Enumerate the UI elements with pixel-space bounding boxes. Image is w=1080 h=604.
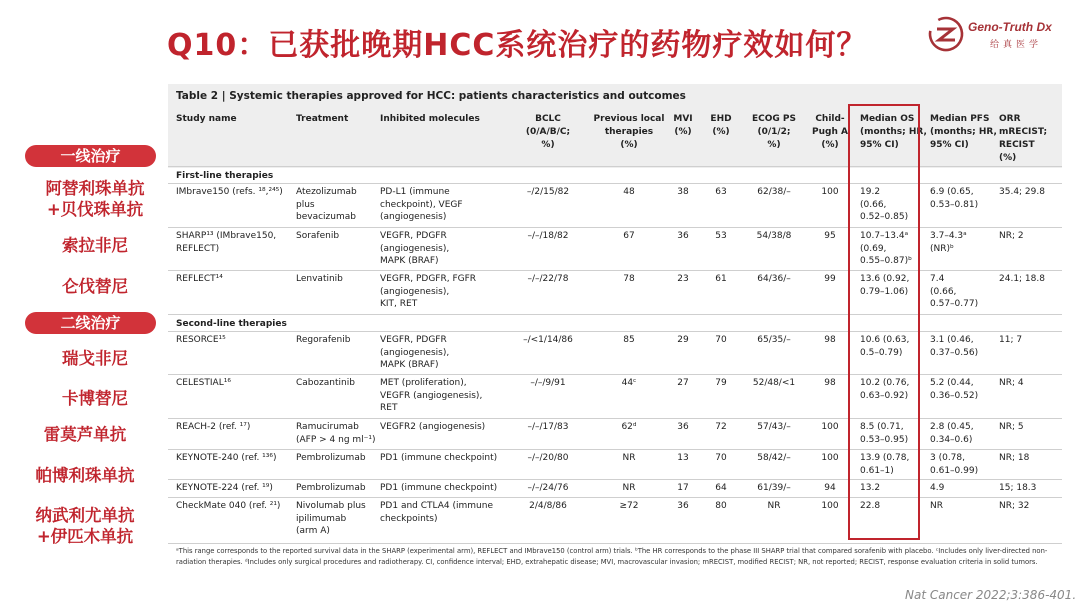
cell-bclc: –/–/17/83	[527, 422, 569, 432]
cell-ehd: 72	[715, 422, 727, 432]
cell-os: 13.2	[860, 483, 881, 493]
cell-treatment: Cabozantinib	[296, 378, 355, 388]
cell-os: 10.7–13.4ᵃ (0.69, 0.55–0.87)ᵇ	[860, 231, 912, 266]
cell-child: 98	[824, 378, 836, 388]
cell-child: 99	[824, 274, 836, 284]
drug-nivolumab-ipilimumab	[10, 505, 160, 547]
logo-icon	[926, 14, 966, 54]
cell-child: 100	[821, 187, 839, 197]
cell-molecules: PD-L1 (immune checkpoint), VEGF (angiogenesis)	[380, 187, 463, 222]
table-caption: Table 2 | Systemic therapies approved for HCC: patients characteristics and outcomes	[176, 90, 686, 102]
cell-bclc: –/–/22/78	[527, 274, 569, 284]
cell-os: 13.6 (0.92, 0.79–1.06)	[860, 274, 910, 297]
cell-study: REFLECT¹⁴	[176, 274, 223, 284]
cell-orr: NR; 18	[999, 453, 1030, 463]
drug-atezolizumab-bevacizumab	[20, 178, 170, 220]
cell-prev: NR	[622, 483, 636, 493]
cell-bclc: 2/4/8/86	[529, 501, 567, 511]
divider	[168, 314, 1062, 315]
cell-ecog: 62/38/–	[757, 187, 791, 197]
cell-treatment: Lenvatinib	[296, 274, 343, 284]
cell-prev: 78	[623, 274, 635, 284]
first-line-label: 一线治疗	[25, 145, 156, 167]
cell-prev: 67	[623, 231, 635, 241]
cell-mvi: 29	[677, 335, 689, 345]
cell-bclc: –/<1/14/86	[523, 335, 573, 345]
cell-molecules: PD1 (immune checkpoint)	[380, 483, 498, 493]
cell-ehd: 61	[715, 274, 727, 284]
cell-ecog: 52/48/<1	[752, 378, 796, 388]
divider	[168, 449, 1062, 450]
cell-study: CELESTIAL¹⁶	[176, 378, 231, 388]
cell-ehd: 79	[715, 378, 727, 388]
col-mvi: MVI (%)	[673, 114, 693, 137]
median-os-highlight-box	[848, 104, 920, 540]
divider	[168, 227, 1062, 228]
cell-ehd: 80	[715, 501, 727, 511]
cell-ecog: NR	[767, 501, 781, 511]
cell-treatment: Atezolizumab plus bevacizumab	[296, 187, 357, 222]
page-title: Q10：已获批晚期HCC系统治疗的药物疗效如何？	[167, 28, 868, 63]
cell-pfs: 4.9	[930, 483, 945, 493]
cell-child: 100	[821, 422, 839, 432]
cell-orr: NR; 5	[999, 422, 1024, 432]
logo-chinese-name: 给真医学	[990, 40, 1043, 50]
divider	[168, 166, 1062, 167]
cell-child: 94	[824, 483, 836, 493]
cell-treatment: Regorafenib	[296, 335, 351, 345]
cell-molecules: VEGFR, PDGFR (angiogenesis), MAPK (BRAF)	[380, 231, 450, 266]
cell-ecog: 64/36/–	[757, 274, 791, 284]
cell-ehd: 70	[715, 335, 727, 345]
divider	[168, 183, 1062, 184]
cell-prev: 44ᶜ	[621, 378, 637, 388]
cell-pfs: 6.9 (0.65, 0.53–0.81)	[930, 187, 979, 210]
cell-os: 22.8	[860, 501, 881, 511]
section-first-line: First-line therapies	[176, 171, 274, 181]
logo-name: Geno-Truth Dx	[968, 20, 1052, 34]
cell-study: SHARP¹³ (IMbrave150, REFLECT)	[176, 231, 277, 254]
divider	[168, 418, 1062, 419]
cell-mvi: 38	[677, 187, 689, 197]
section-second-line: Second-line therapies	[176, 319, 287, 329]
cell-treatment: Sorafenib	[296, 231, 340, 241]
cell-bclc: –/–/20/80	[527, 453, 569, 463]
cell-ecog: 61/39/–	[757, 483, 791, 493]
cell-study: RESORCE¹⁵	[176, 335, 226, 345]
cell-pfs: 7.4 (0.66, 0.57–0.77)	[930, 274, 979, 309]
cell-ecog: 54/38/8	[756, 231, 792, 241]
cell-os: 8.5 (0.71, 0.53–0.95)	[860, 422, 909, 445]
col-treatment: Treatment	[296, 114, 349, 124]
cell-mvi: 36	[677, 422, 689, 432]
col-child-pugh: Child- Pugh A (%)	[812, 114, 848, 150]
drug-lenvatinib: 仑伐替尼	[62, 277, 128, 296]
col-bclc: BCLC (0/A/B/C; %)	[525, 114, 571, 150]
cell-treatment: Ramucirumab (AFP > 4 ng ml⁻¹)	[296, 422, 376, 445]
cell-ecog: 57/43/–	[757, 422, 791, 432]
cell-ehd: 63	[715, 187, 727, 197]
cell-child: 95	[824, 231, 836, 241]
cell-child: 100	[821, 501, 839, 511]
cell-pfs: 2.8 (0.45, 0.34–0.6)	[930, 422, 974, 445]
cell-bclc: –/2/15/82	[526, 187, 570, 197]
drug-label: 阿替利珠单抗 +贝伐珠单抗	[45, 179, 145, 219]
col-molecules: Inhibited molecules	[380, 114, 480, 124]
cell-os: 10.2 (0.76, 0.63–0.92)	[860, 378, 910, 401]
cell-prev: 62ᵈ	[621, 422, 637, 432]
cell-os: 10.6 (0.63, 0.5–0.79)	[860, 335, 910, 358]
cell-mvi: 36	[677, 231, 689, 241]
col-median-pfs: Median PFS (months; HR, 95% CI)	[930, 114, 997, 150]
cell-bclc: –/–/18/82	[527, 231, 569, 241]
cell-orr: 35.4; 29.8	[999, 187, 1045, 197]
therapy-table	[168, 84, 1062, 574]
cell-orr: NR; 2	[999, 231, 1024, 241]
drug-label: 纳武利尤单抗 +伊匹木单抗	[35, 506, 135, 546]
col-ehd: EHD (%)	[710, 114, 732, 137]
cell-bclc: –/–/24/76	[527, 483, 569, 493]
cell-pfs: 5.2 (0.44, 0.36–0.52)	[930, 378, 979, 401]
cell-pfs: 3.1 (0.46, 0.37–0.56)	[930, 335, 979, 358]
drug-ramucirumab: 雷莫芦单抗	[43, 425, 127, 444]
cell-molecules: VEGFR, PDGFR, FGFR (angiogenesis), KIT, RET	[380, 274, 477, 309]
divider	[168, 331, 1062, 332]
col-ecog: ECOG PS (0/1/2; %)	[751, 114, 796, 150]
cell-molecules: PD1 (immune checkpoint)	[380, 453, 498, 463]
cell-child: 98	[824, 335, 836, 345]
drug-regorafenib: 瑞戈非尼	[62, 349, 128, 368]
cell-orr: 15; 18.3	[999, 483, 1037, 493]
cell-study: IMbrave150 (refs. ¹⁸,²⁴⁵)	[176, 187, 283, 197]
col-study: Study name	[176, 114, 237, 124]
cell-prev: 48	[623, 187, 635, 197]
cell-os: 13.9 (0.78, 0.61–1)	[860, 453, 910, 476]
cell-orr: 24.1; 18.8	[999, 274, 1045, 284]
cell-study: CheckMate 040 (ref. ²¹)	[176, 501, 281, 511]
cell-mvi: 17	[677, 483, 689, 493]
drug-pembrolizumab: 帕博利珠单抗	[35, 466, 135, 485]
citation: Nat Cancer 2022;3:386-401.	[905, 588, 1077, 602]
cell-ecog: 65/35/–	[757, 335, 791, 345]
cell-molecules: MET (proliferation), VEGFR (angiogenesis), RET	[380, 378, 483, 413]
cell-os: 19.2 (0.66, 0.52–0.85)	[860, 187, 909, 222]
cell-ecog: 58/42/–	[757, 453, 791, 463]
cell-study: REACH-2 (ref. ¹⁷)	[176, 422, 251, 432]
cell-ehd: 64	[715, 483, 727, 493]
drug-cabozantinib: 卡博替尼	[62, 389, 128, 408]
cell-orr: 11; 7	[999, 335, 1023, 345]
drug-sorafenib: 索拉非尼	[62, 236, 128, 255]
cell-prev: 85	[623, 335, 635, 345]
cell-pfs: NR	[930, 501, 943, 511]
divider	[168, 270, 1062, 271]
cell-treatment: Pembrolizumab	[296, 483, 366, 493]
cell-molecules: VEGFR, PDGFR (angiogenesis), MAPK (BRAF)	[380, 335, 450, 370]
col-median-os: Median OS (months; HR, 95% CI)	[860, 114, 927, 150]
cell-prev: NR	[622, 453, 636, 463]
cell-pfs: 3 (0.78, 0.61–0.99)	[930, 453, 979, 476]
cell-child: 100	[821, 453, 839, 463]
divider	[168, 374, 1062, 375]
cell-pfs: 3.7–4.3ᵃ (NR)ᵇ	[930, 231, 967, 254]
cell-treatment: Nivolumab plus ipilimumab (arm A)	[296, 501, 366, 536]
table-footnote: ᵃThis range corresponds to the reported survival data in the SHARP (experimental arm), REFLECT and IMbrave150 (control arm) trials. ᵇThe HR corresponds to the phase III SHARP trial that compared sorafenib with placebo. ᶜIncludes only liver-directed non-radiation therapies. ᵈIncludes only surgical procedures and radiotherapy. CI, confidence interval; EHD, extrahepatic disease; MVI, macrovascular invasion; mRECIST, modified RECIST; NR, not reported; RECIST, response evaluation criteria in solid tumors.	[176, 547, 1048, 566]
cell-ehd: 70	[715, 453, 727, 463]
cell-molecules: VEGFR2 (angiogenesis)	[380, 422, 486, 432]
cell-mvi: 36	[677, 501, 689, 511]
divider	[168, 497, 1062, 498]
cell-treatment: Pembrolizumab	[296, 453, 366, 463]
cell-mvi: 27	[677, 378, 689, 388]
cell-prev: ≥72	[619, 501, 639, 511]
cell-mvi: 13	[677, 453, 689, 463]
divider	[168, 479, 1062, 480]
cell-bclc: –/–/9/91	[530, 378, 566, 388]
col-orr: ORR mRECIST; RECIST (%)	[999, 114, 1048, 163]
col-previous-therapies: Previous local therapies (%)	[593, 114, 665, 150]
second-line-label: 二线治疗	[25, 312, 156, 334]
cell-study: KEYNOTE-224 (ref. ¹⁹)	[176, 483, 273, 493]
cell-orr: NR; 4	[999, 378, 1024, 388]
cell-mvi: 23	[677, 274, 689, 284]
cell-ehd: 53	[715, 231, 727, 241]
divider	[168, 543, 1062, 544]
cell-orr: NR; 32	[999, 501, 1030, 511]
cell-molecules: PD1 and CTLA4 (immune checkpoints)	[380, 501, 493, 524]
cell-study: KEYNOTE-240 (ref. ¹³⁶)	[176, 453, 277, 463]
